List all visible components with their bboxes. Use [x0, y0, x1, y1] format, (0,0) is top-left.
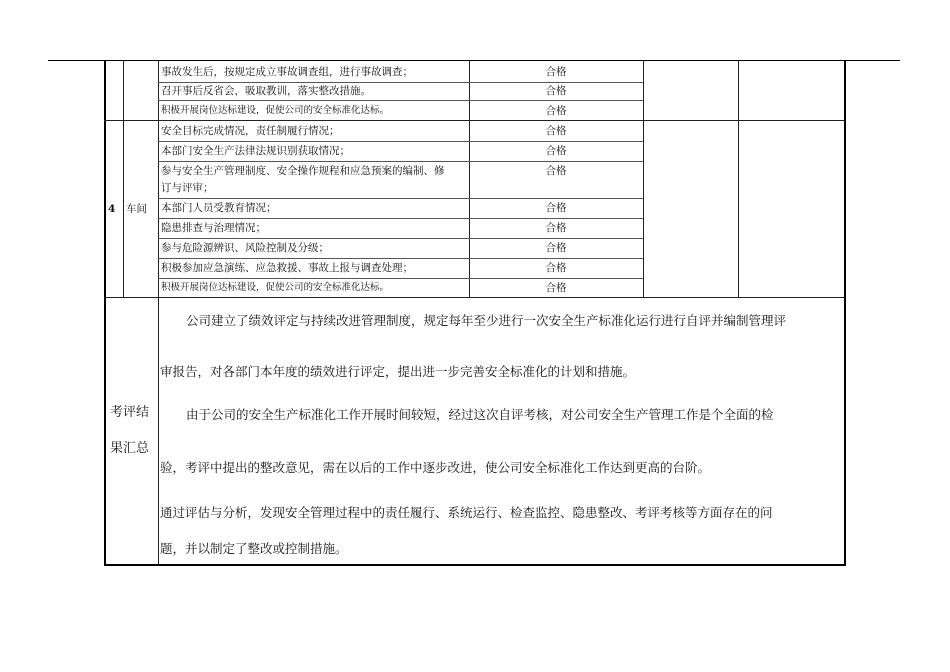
result-text: 合格 — [545, 282, 567, 294]
result-text: 合格 — [545, 165, 567, 177]
summary-line: 审报告，对各部门本年度的绩效进行评定，提出进一步完善安全标准化的计划和措施。 — [160, 364, 636, 379]
page-top-rule — [48, 60, 900, 61]
result-text: 合格 — [545, 145, 567, 157]
summary-label: 考评结 — [110, 405, 150, 420]
item-text: 积极开展岗位达标建设，促使公司的安全标准化达标。 — [161, 105, 390, 116]
result-text: 合格 — [545, 85, 567, 97]
summary-line: 通过评估与分析，发现安全管理过程中的责任履行、系统运行、检查监控、隐患整改、考评考核等方面存在的问 — [160, 505, 773, 520]
summary-label: 果汇总 — [110, 441, 150, 456]
result-text: 合格 — [545, 242, 567, 254]
item-text: 隐患排查与治理情况； — [161, 222, 266, 234]
summary-line: 题，并以制定了整改或控制措施。 — [160, 541, 348, 556]
item-text: 事故发生后，按规定成立事故调查组，进行事故调查； — [161, 66, 413, 78]
department-name: 车间 — [126, 203, 147, 215]
summary-line: 公司建立了绩效评定与持续改进管理制度，规定每年至少进行一次安全生产标准化运行进行自评并编制管理评 — [186, 313, 787, 328]
item-text: 本部门安全生产法律法规识别获取情况； — [161, 145, 350, 157]
summary-line: 验，考评中提出的整改意见，需在以后的工作中逐步改进，使公司安全标准化工作达到更高的台阶。 — [160, 460, 711, 475]
result-text: 合格 — [545, 262, 567, 274]
item-text: 安全目标完成情况，责任制履行情况； — [161, 125, 340, 137]
result-text: 合格 — [545, 125, 567, 137]
result-text: 合格 — [545, 202, 567, 214]
result-text: 合格 — [545, 66, 567, 78]
item-text: 参与危险源辨识、风险控制及分级； — [161, 242, 329, 254]
section-number: 4 — [108, 203, 116, 215]
result-text: 合格 — [545, 105, 567, 117]
item-text: 本部门人员受教育情况； — [161, 202, 277, 214]
summary-line: 由于公司的安全生产标准化工作开展时间较短，经过这次自评考核，对公司安全生产管理工作是个全面的检 — [186, 407, 774, 422]
item-text: 召开事后反省会，吸取教训，落实整改措施。 — [161, 85, 371, 97]
item-text: 积极参加应急演练、应急救援、事故上报与调查处理； — [161, 262, 413, 274]
result-text: 合格 — [545, 222, 567, 234]
item-text: 参与安全生产管理制度、安全操作规程和应急预案的编制、修 — [161, 165, 445, 177]
item-text-continued: 订与评审； — [161, 182, 214, 194]
item-text: 积极开展岗位达标建设，促使公司的安全标准化达标。 — [161, 282, 390, 293]
